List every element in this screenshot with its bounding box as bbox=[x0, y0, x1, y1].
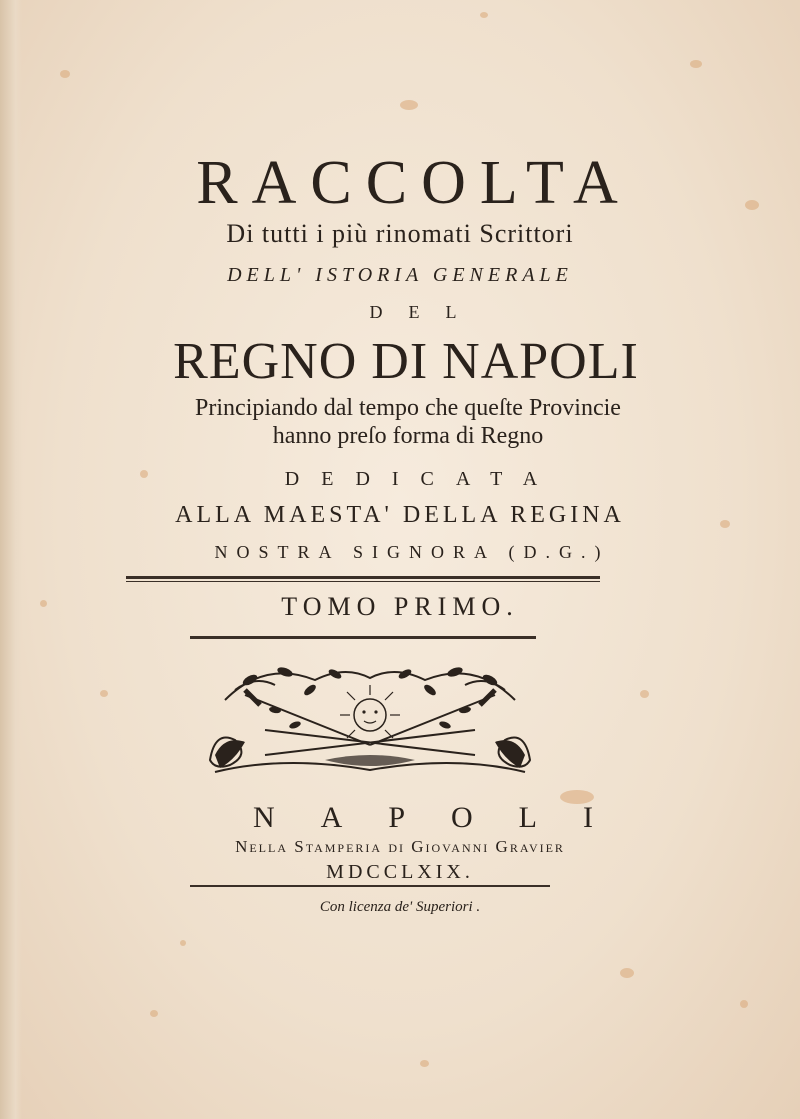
del-line: DEL bbox=[369, 302, 483, 322]
dedicata: DEDICATA bbox=[284, 468, 560, 490]
imprint-city: NAPOLI bbox=[253, 801, 639, 834]
foxing-spot bbox=[620, 968, 634, 978]
subtitle: Di tutti i più rinomati Scrittori bbox=[226, 219, 574, 248]
foxing-spot bbox=[640, 690, 649, 698]
foxing-spot bbox=[420, 1060, 429, 1067]
foxing-spot bbox=[480, 12, 488, 18]
divider-rule-imprint bbox=[190, 885, 550, 887]
istoria-generale: DELL' ISTORIA GENERALE bbox=[227, 264, 573, 286]
divider-rule-upper-thin bbox=[126, 581, 600, 582]
regno-di-napoli: REGNO DI NAPOLI bbox=[173, 333, 639, 390]
foxing-spot bbox=[150, 1010, 158, 1017]
description-line-1: Principiando dal tempo che queſte Provincie bbox=[195, 395, 621, 421]
foxing-spot bbox=[740, 1000, 748, 1008]
divider-rule-upper bbox=[126, 576, 600, 579]
foxing-spot bbox=[400, 100, 418, 110]
foxing-spot bbox=[690, 60, 702, 68]
dedication: ALLA MAESTA' DELLA REGINA bbox=[175, 502, 625, 528]
imprint-printer: Nella Stamperia di Giovanni Gravier bbox=[235, 837, 565, 856]
foxing-spot bbox=[60, 70, 70, 78]
description-line-2: hanno preſo forma di Regno bbox=[272, 423, 544, 449]
title: RACCOLTA bbox=[196, 149, 632, 217]
foxing-spot bbox=[180, 940, 186, 946]
foxing-spot bbox=[100, 690, 108, 697]
divider-rule-lower bbox=[190, 636, 536, 639]
nostra-signora: NOSTRA SIGNORA (D.G.) bbox=[214, 542, 610, 562]
license-line: Con licenza de' Superiori . bbox=[319, 899, 481, 915]
trumpets-sun-foliage-ornament-icon bbox=[205, 660, 535, 780]
imprint-year: MDCCLXIX. bbox=[326, 861, 474, 883]
volume-title: TOMO PRIMO. bbox=[281, 592, 519, 621]
